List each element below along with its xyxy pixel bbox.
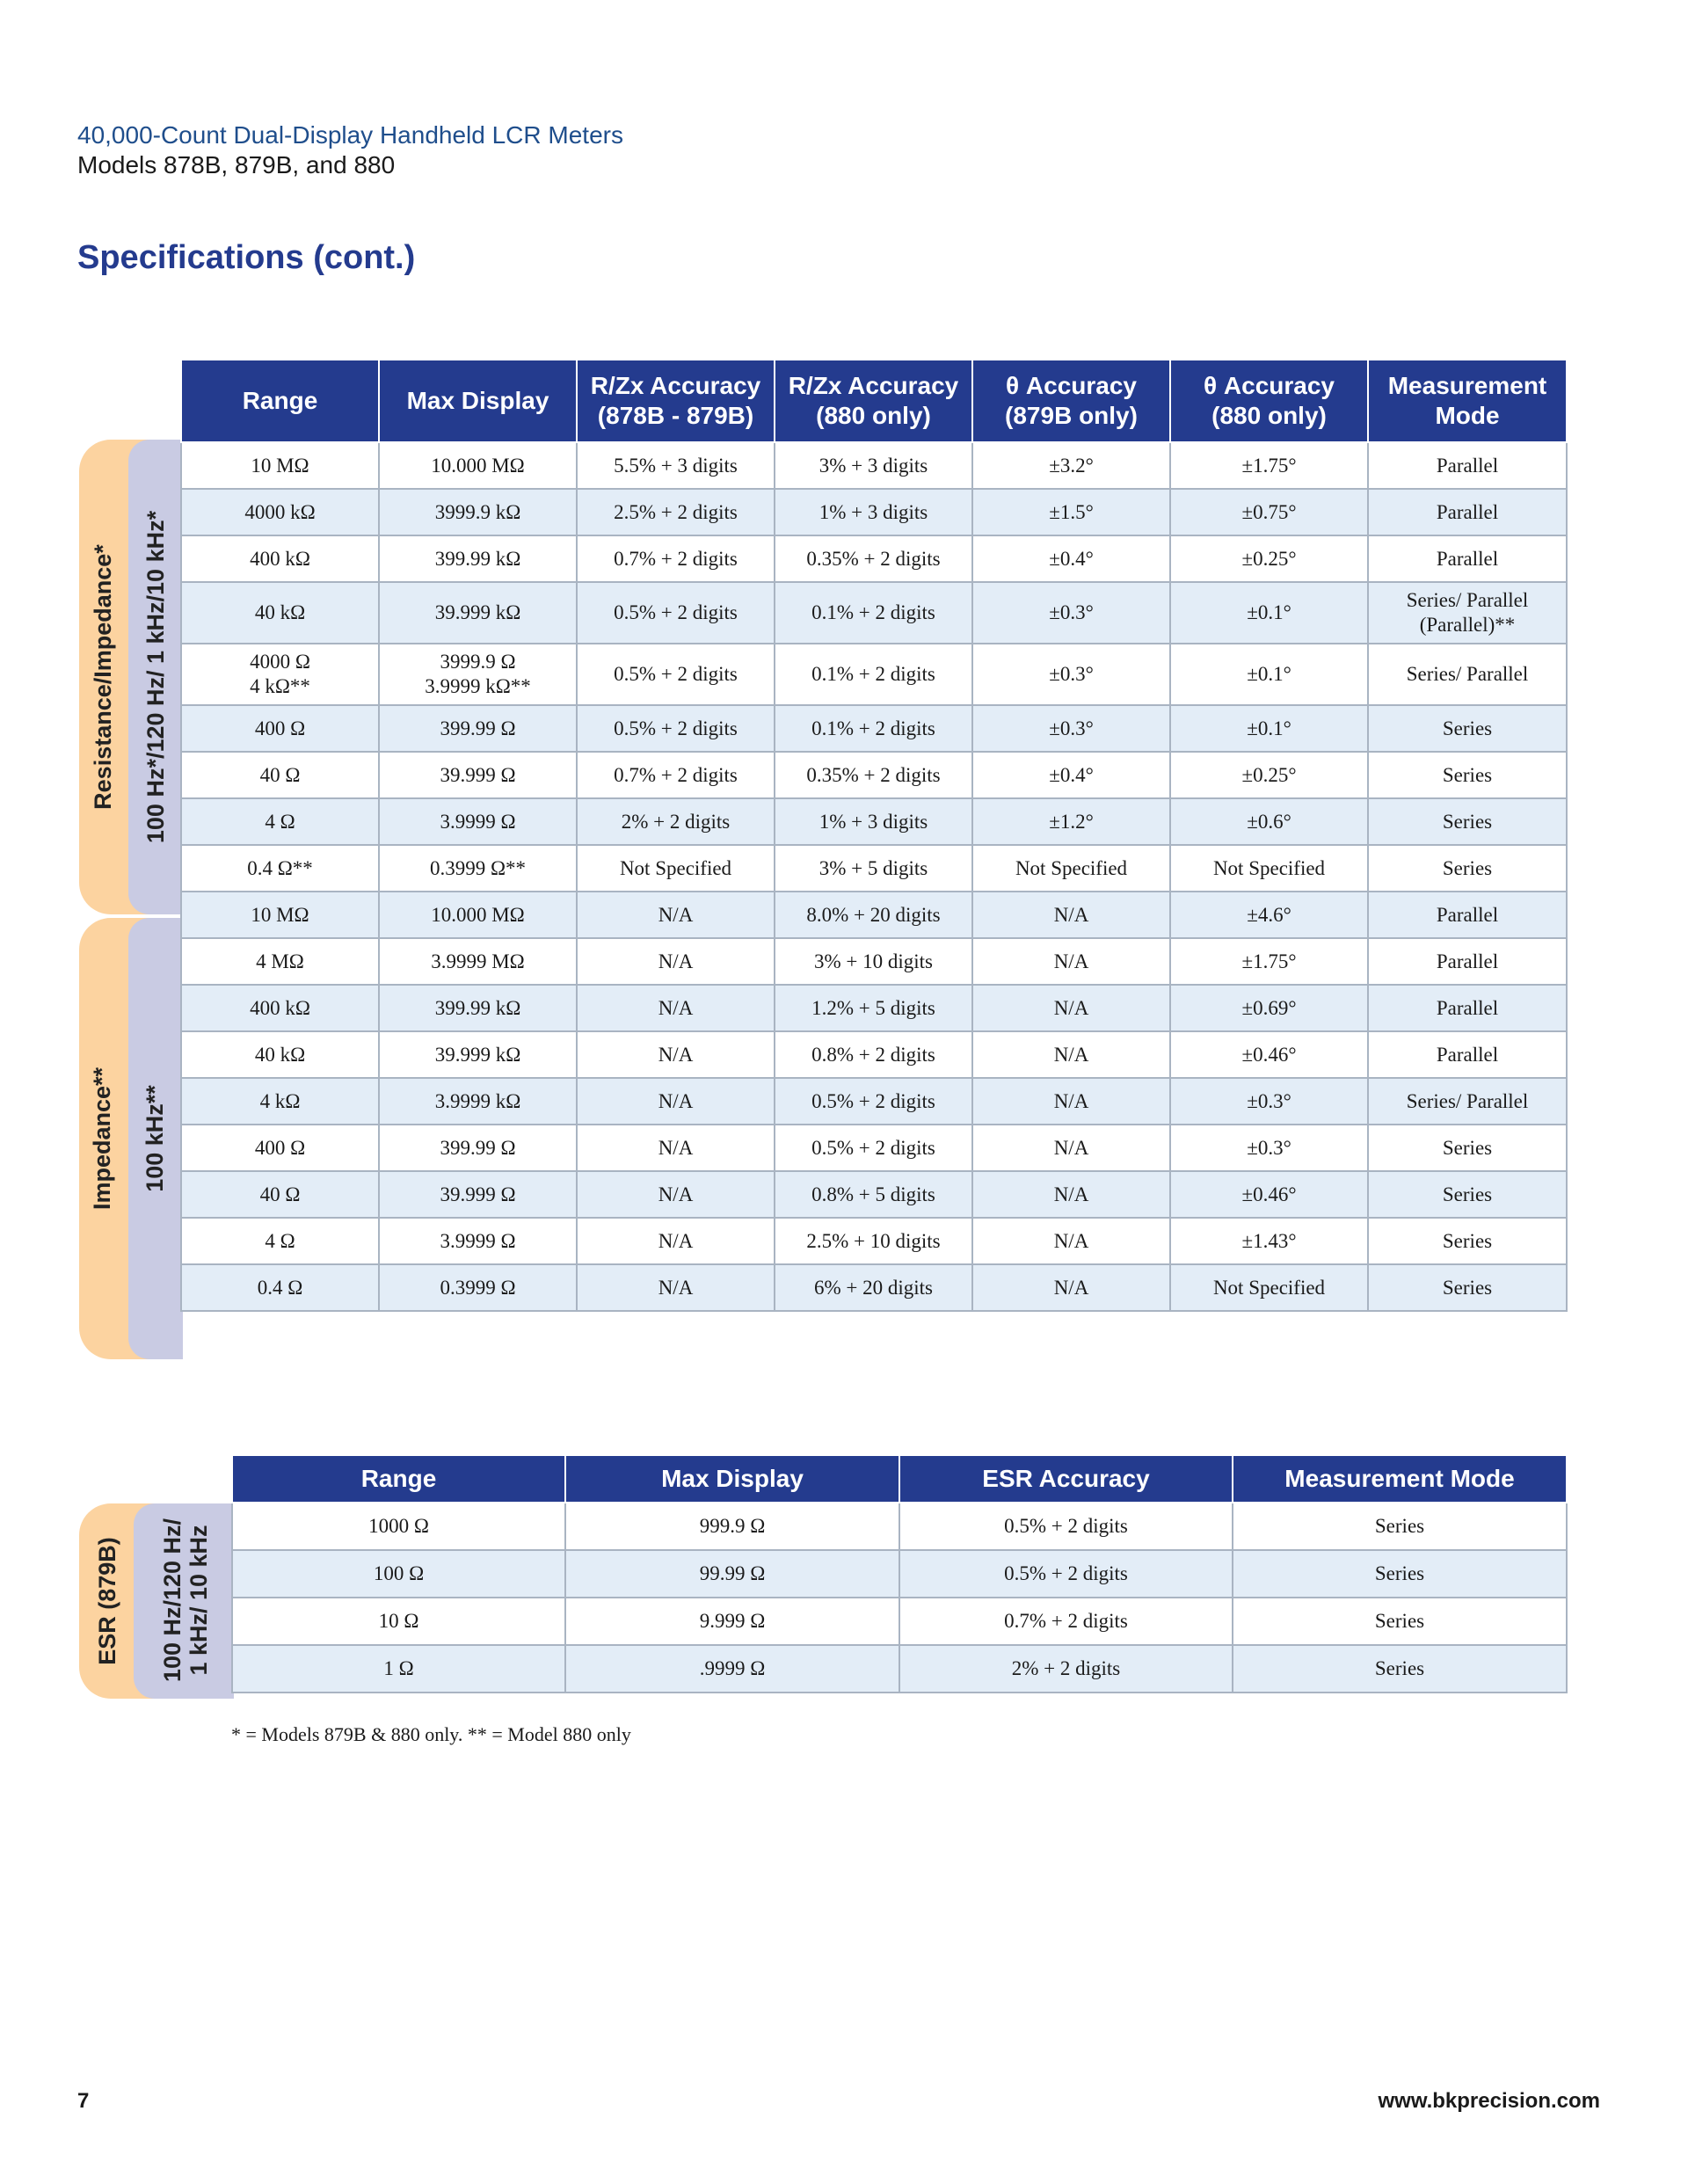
range-cell: 40 kΩ bbox=[181, 1031, 379, 1078]
measurement-mode-cell: Parallel bbox=[1368, 489, 1567, 535]
esr-accuracy-cell: 0.7% + 2 digits bbox=[899, 1598, 1233, 1645]
theta-880-cell: ±0.1° bbox=[1170, 644, 1368, 705]
measurement-mode-cell: Series/ Parallel (Parallel)** bbox=[1368, 582, 1567, 644]
rzx-878b-879b-cell: N/A bbox=[577, 1171, 775, 1218]
section-title: Specifications (cont.) bbox=[77, 239, 416, 276]
esr-measurement-mode-cell: Series bbox=[1233, 1503, 1567, 1550]
table-row bbox=[181, 644, 1567, 705]
theta-880-cell: Not Specified bbox=[1170, 845, 1368, 892]
theta-880-cell: ±0.25° bbox=[1170, 752, 1368, 798]
range-cell: 400 Ω bbox=[181, 705, 379, 752]
table-row bbox=[181, 489, 1567, 535]
table-row bbox=[232, 1550, 1567, 1598]
theta-879b-cell: ±0.3° bbox=[972, 705, 1170, 752]
theta-879b-cell: ±0.3° bbox=[972, 582, 1170, 644]
max-display-cell: 10.000 MΩ bbox=[379, 892, 577, 938]
column-header-measurement-mode: Measurement Mode bbox=[1368, 360, 1567, 442]
theta-879b-cell: N/A bbox=[972, 1218, 1170, 1264]
rzx-880-cell: 1% + 3 digits bbox=[775, 489, 972, 535]
column-header-theta-879b: θ Accuracy (879B only) bbox=[972, 360, 1170, 442]
theta-879b-cell: N/A bbox=[972, 938, 1170, 985]
esr-max-display-cell: 999.9 Ω bbox=[565, 1503, 899, 1550]
range-cell: 4 kΩ bbox=[181, 1078, 379, 1125]
esr-max-display-cell: 99.99 Ω bbox=[565, 1550, 899, 1598]
table-row bbox=[181, 892, 1567, 938]
measurement-mode-cell: Series bbox=[1368, 705, 1567, 752]
resistance-impedance-frequency-label: 100 Hz*/120 Hz/ 1 kHz/10 kHz* bbox=[142, 510, 169, 844]
max-display-cell: 39.999 kΩ bbox=[379, 582, 577, 644]
measurement-mode-cell: Parallel bbox=[1368, 535, 1567, 582]
measurement-mode-cell: Series bbox=[1368, 1218, 1567, 1264]
table-header-row bbox=[181, 360, 1567, 442]
measurement-mode-cell: Series bbox=[1368, 1171, 1567, 1218]
rzx-878b-879b-cell: N/A bbox=[577, 985, 775, 1031]
rzx-878b-879b-cell: 0.7% + 2 digits bbox=[577, 752, 775, 798]
max-display-cell: 399.99 Ω bbox=[379, 705, 577, 752]
esr-accuracy-cell: 0.5% + 2 digits bbox=[899, 1550, 1233, 1598]
range-cell: 4000 kΩ bbox=[181, 489, 379, 535]
max-display-cell: 10.000 MΩ bbox=[379, 442, 577, 489]
max-display-cell: 39.999 kΩ bbox=[379, 1031, 577, 1078]
theta-880-cell: Not Specified bbox=[1170, 1264, 1368, 1311]
theta-880-cell: ±0.3° bbox=[1170, 1125, 1368, 1171]
esr-accuracy-cell: 0.5% + 2 digits bbox=[899, 1503, 1233, 1550]
rzx-880-cell: 0.35% + 2 digits bbox=[775, 752, 972, 798]
esr-table bbox=[231, 1454, 1568, 1693]
measurement-mode-cell: Series bbox=[1368, 798, 1567, 845]
rzx-880-cell: 1% + 3 digits bbox=[775, 798, 972, 845]
table-row bbox=[181, 705, 1567, 752]
rzx-878b-879b-cell: 0.5% + 2 digits bbox=[577, 705, 775, 752]
rzx-878b-879b-cell: N/A bbox=[577, 1125, 775, 1171]
page-number: 7 bbox=[77, 2089, 90, 2113]
specifications-table bbox=[180, 359, 1568, 1312]
esr-measurement-mode-cell: Series bbox=[1233, 1645, 1567, 1693]
range-cell: 0.4 Ω bbox=[181, 1264, 379, 1311]
rzx-880-cell: 3% + 3 digits bbox=[775, 442, 972, 489]
table-row bbox=[181, 938, 1567, 985]
theta-879b-cell: N/A bbox=[972, 1031, 1170, 1078]
theta-880-cell: ±4.6° bbox=[1170, 892, 1368, 938]
table-row bbox=[181, 1031, 1567, 1078]
rzx-878b-879b-cell: 5.5% + 3 digits bbox=[577, 442, 775, 489]
theta-880-cell: ±1.75° bbox=[1170, 938, 1368, 985]
theta-879b-cell: ±3.2° bbox=[972, 442, 1170, 489]
impedance-category-label: Impedance** bbox=[89, 1067, 115, 1211]
rzx-880-cell: 0.1% + 2 digits bbox=[775, 644, 972, 705]
table-row bbox=[181, 845, 1567, 892]
footnote: * = Models 879B & 880 only. ** = Model 880 only bbox=[231, 1723, 631, 1745]
rzx-878b-879b-cell: N/A bbox=[577, 938, 775, 985]
rzx-878b-879b-cell: Not Specified bbox=[577, 845, 775, 892]
column-header-rzx-880: R/Zx Accuracy (880 only) bbox=[775, 360, 972, 442]
esr-accuracy-cell: 2% + 2 digits bbox=[899, 1645, 1233, 1693]
range-cell: 10 MΩ bbox=[181, 892, 379, 938]
measurement-mode-cell: Parallel bbox=[1368, 938, 1567, 985]
theta-879b-cell: ±0.4° bbox=[972, 535, 1170, 582]
table-header-row bbox=[232, 1455, 1567, 1503]
theta-879b-cell: N/A bbox=[972, 1264, 1170, 1311]
rzx-878b-879b-cell: N/A bbox=[577, 1264, 775, 1311]
range-cell: 10 MΩ bbox=[181, 442, 379, 489]
theta-879b-cell: ±0.4° bbox=[972, 752, 1170, 798]
rzx-880-cell: 3% + 10 digits bbox=[775, 938, 972, 985]
product-line-title: 40,000-Count Dual-Display Handheld LCR Meters bbox=[77, 121, 623, 149]
rzx-880-cell: 3% + 5 digits bbox=[775, 845, 972, 892]
esr-category-label: ESR (879B) bbox=[94, 1537, 120, 1665]
esr-measurement-mode-cell: Series bbox=[1233, 1598, 1567, 1645]
rzx-878b-879b-cell: N/A bbox=[577, 1218, 775, 1264]
table-row bbox=[181, 1264, 1567, 1311]
resistance-impedance-category-label: Resistance/Impedance* bbox=[90, 544, 116, 810]
table-row bbox=[181, 752, 1567, 798]
table-row bbox=[181, 442, 1567, 489]
max-display-cell: 399.99 kΩ bbox=[379, 535, 577, 582]
max-display-cell: 39.999 Ω bbox=[379, 1171, 577, 1218]
range-cell: 400 kΩ bbox=[181, 535, 379, 582]
table-row bbox=[232, 1598, 1567, 1645]
measurement-mode-cell: Series/ Parallel bbox=[1368, 1078, 1567, 1125]
esr-range-cell: 1 Ω bbox=[232, 1645, 565, 1693]
max-display-cell: 399.99 kΩ bbox=[379, 985, 577, 1031]
theta-879b-cell: ±1.2° bbox=[972, 798, 1170, 845]
rzx-880-cell: 6% + 20 digits bbox=[775, 1264, 972, 1311]
rzx-880-cell: 0.1% + 2 digits bbox=[775, 582, 972, 644]
column-header-rzx-878b-879b: R/Zx Accuracy (878B - 879B) bbox=[577, 360, 775, 442]
theta-880-cell: ±0.1° bbox=[1170, 705, 1368, 752]
rzx-880-cell: 0.35% + 2 digits bbox=[775, 535, 972, 582]
column-header-range: Range bbox=[181, 360, 379, 442]
max-display-cell: 399.99 Ω bbox=[379, 1125, 577, 1171]
max-display-cell: 0.3999 Ω** bbox=[379, 845, 577, 892]
rzx-878b-879b-cell: 2% + 2 digits bbox=[577, 798, 775, 845]
rzx-880-cell: 0.5% + 2 digits bbox=[775, 1125, 972, 1171]
max-display-cell: 3999.9 Ω 3.9999 kΩ** bbox=[379, 644, 577, 705]
rzx-878b-879b-cell: 2.5% + 2 digits bbox=[577, 489, 775, 535]
esr-column-header-accuracy: ESR Accuracy bbox=[899, 1455, 1233, 1503]
measurement-mode-cell: Series bbox=[1368, 1125, 1567, 1171]
measurement-mode-cell: Series bbox=[1368, 752, 1567, 798]
measurement-mode-cell: Parallel bbox=[1368, 892, 1567, 938]
esr-column-header-measurement-mode: Measurement Mode bbox=[1233, 1455, 1567, 1503]
measurement-mode-cell: Series/ Parallel bbox=[1368, 644, 1567, 705]
measurement-mode-cell: Parallel bbox=[1368, 1031, 1567, 1078]
theta-880-cell: ±1.75° bbox=[1170, 442, 1368, 489]
max-display-cell: 0.3999 Ω bbox=[379, 1264, 577, 1311]
rzx-880-cell: 0.8% + 2 digits bbox=[775, 1031, 972, 1078]
theta-879b-cell: N/A bbox=[972, 985, 1170, 1031]
max-display-cell: 3.9999 Ω bbox=[379, 798, 577, 845]
range-cell: 400 kΩ bbox=[181, 985, 379, 1031]
theta-879b-cell: ±1.5° bbox=[972, 489, 1170, 535]
esr-max-display-cell: 9.999 Ω bbox=[565, 1598, 899, 1645]
rzx-878b-879b-cell: N/A bbox=[577, 1078, 775, 1125]
rzx-878b-879b-cell: 0.5% + 2 digits bbox=[577, 582, 775, 644]
max-display-cell: 3.9999 kΩ bbox=[379, 1078, 577, 1125]
rzx-880-cell: 1.2% + 5 digits bbox=[775, 985, 972, 1031]
esr-frequency-label: 100 Hz/120 Hz/ 1 kHz/ 10 kHz bbox=[159, 1518, 212, 1683]
range-cell: 4 MΩ bbox=[181, 938, 379, 985]
rzx-880-cell: 0.5% + 2 digits bbox=[775, 1078, 972, 1125]
range-cell: 4 Ω bbox=[181, 798, 379, 845]
max-display-cell: 3.9999 MΩ bbox=[379, 938, 577, 985]
max-display-cell: 3999.9 kΩ bbox=[379, 489, 577, 535]
theta-880-cell: ±0.46° bbox=[1170, 1171, 1368, 1218]
max-display-cell: 39.999 Ω bbox=[379, 752, 577, 798]
esr-max-display-cell: .9999 Ω bbox=[565, 1645, 899, 1693]
esr-range-cell: 100 Ω bbox=[232, 1550, 565, 1598]
rzx-880-cell: 0.1% + 2 digits bbox=[775, 705, 972, 752]
range-cell: 40 Ω bbox=[181, 752, 379, 798]
website-url: www.bkprecision.com bbox=[1378, 2089, 1600, 2113]
range-cell: 400 Ω bbox=[181, 1125, 379, 1171]
rzx-878b-879b-cell: 0.7% + 2 digits bbox=[577, 535, 775, 582]
theta-879b-cell: N/A bbox=[972, 892, 1170, 938]
theta-879b-cell: ±0.3° bbox=[972, 644, 1170, 705]
rzx-878b-879b-cell: N/A bbox=[577, 892, 775, 938]
esr-measurement-mode-cell: Series bbox=[1233, 1550, 1567, 1598]
theta-880-cell: ±0.25° bbox=[1170, 535, 1368, 582]
measurement-mode-cell: Series bbox=[1368, 845, 1567, 892]
measurement-mode-cell: Parallel bbox=[1368, 985, 1567, 1031]
rzx-878b-879b-cell: 0.5% + 2 digits bbox=[577, 644, 775, 705]
column-header-theta-880: θ Accuracy (880 only) bbox=[1170, 360, 1368, 442]
table-row bbox=[181, 1078, 1567, 1125]
rzx-880-cell: 0.8% + 5 digits bbox=[775, 1171, 972, 1218]
table-row bbox=[181, 1171, 1567, 1218]
table-row bbox=[232, 1645, 1567, 1693]
rzx-880-cell: 2.5% + 10 digits bbox=[775, 1218, 972, 1264]
models-subtitle: Models 878B, 879B, and 880 bbox=[77, 151, 396, 178]
table-row bbox=[181, 798, 1567, 845]
theta-880-cell: ±1.43° bbox=[1170, 1218, 1368, 1264]
range-cell: 4 Ω bbox=[181, 1218, 379, 1264]
rzx-878b-879b-cell: N/A bbox=[577, 1031, 775, 1078]
impedance-frequency-label: 100 kHz** bbox=[142, 1085, 168, 1192]
esr-column-header-max-display: Max Display bbox=[565, 1455, 899, 1503]
range-cell: 40 Ω bbox=[181, 1171, 379, 1218]
theta-880-cell: ±0.69° bbox=[1170, 985, 1368, 1031]
theta-879b-cell: N/A bbox=[972, 1125, 1170, 1171]
column-header-max-display: Max Display bbox=[379, 360, 577, 442]
range-cell: 0.4 Ω** bbox=[181, 845, 379, 892]
range-cell: 40 kΩ bbox=[181, 582, 379, 644]
esr-column-header-range: Range bbox=[232, 1455, 565, 1503]
measurement-mode-cell: Series bbox=[1368, 1264, 1567, 1311]
theta-880-cell: ±0.3° bbox=[1170, 1078, 1368, 1125]
theta-880-cell: ±0.1° bbox=[1170, 582, 1368, 644]
theta-879b-cell: Not Specified bbox=[972, 845, 1170, 892]
max-display-cell: 3.9999 Ω bbox=[379, 1218, 577, 1264]
table-row bbox=[181, 985, 1567, 1031]
table-row bbox=[181, 1218, 1567, 1264]
esr-range-cell: 1000 Ω bbox=[232, 1503, 565, 1550]
theta-879b-cell: N/A bbox=[972, 1171, 1170, 1218]
table-row bbox=[232, 1503, 1567, 1550]
range-cell: 4000 Ω 4 kΩ** bbox=[181, 644, 379, 705]
table-row bbox=[181, 582, 1567, 644]
measurement-mode-cell: Parallel bbox=[1368, 442, 1567, 489]
theta-880-cell: ±0.75° bbox=[1170, 489, 1368, 535]
esr-range-cell: 10 Ω bbox=[232, 1598, 565, 1645]
theta-880-cell: ±0.6° bbox=[1170, 798, 1368, 845]
rzx-880-cell: 8.0% + 20 digits bbox=[775, 892, 972, 938]
table-row bbox=[181, 535, 1567, 582]
table-row bbox=[181, 1125, 1567, 1171]
theta-880-cell: ±0.46° bbox=[1170, 1031, 1368, 1078]
theta-879b-cell: N/A bbox=[972, 1078, 1170, 1125]
